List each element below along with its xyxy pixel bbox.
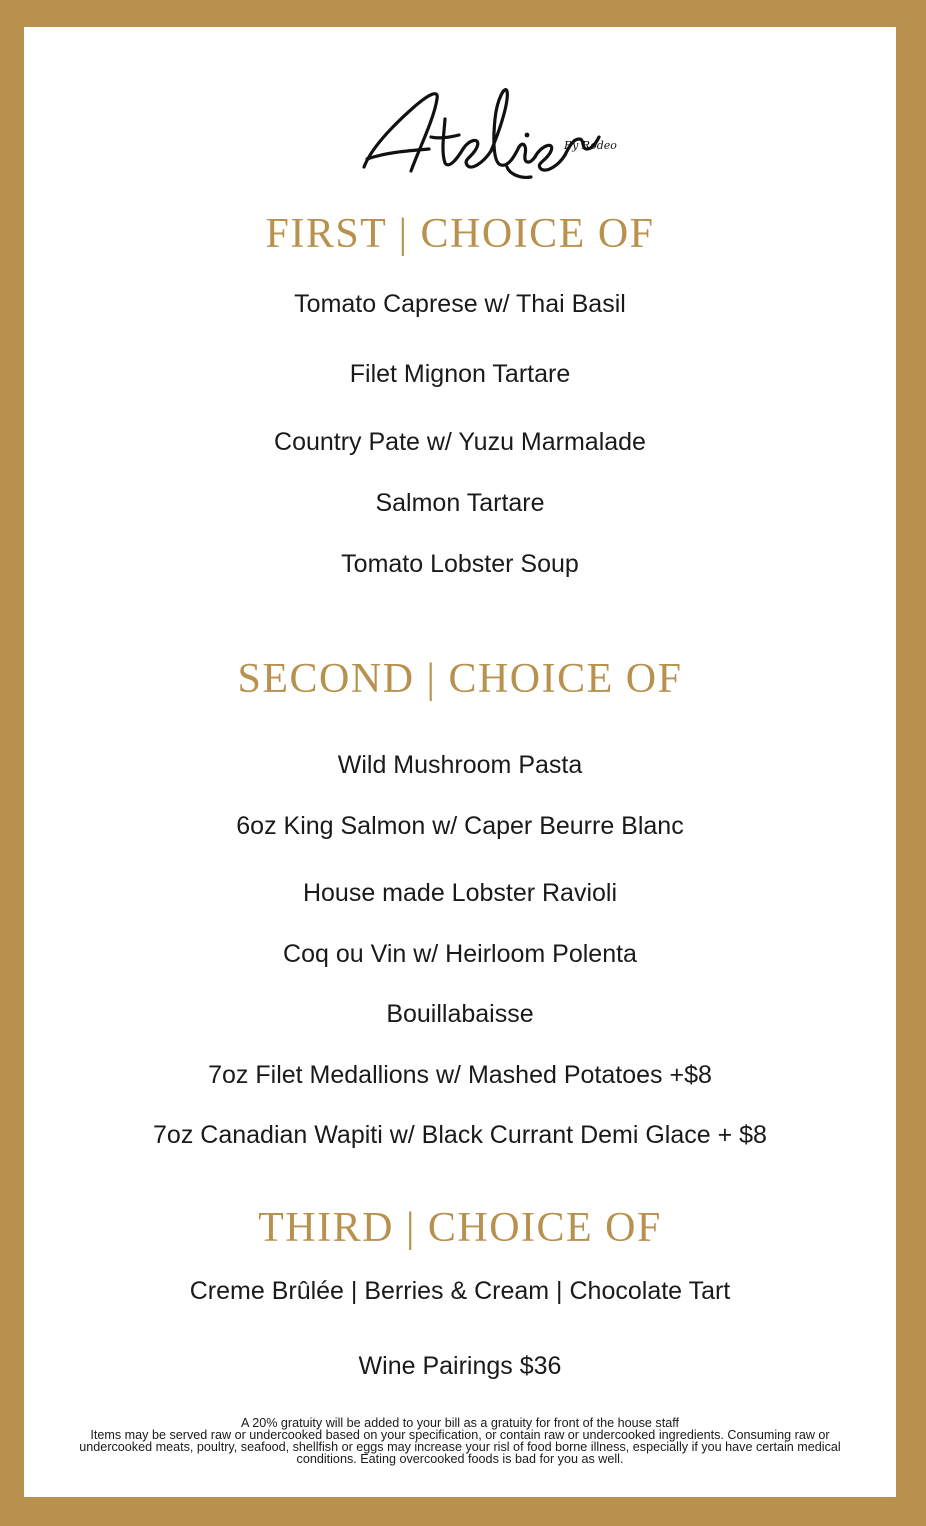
atelier-signature-logo (359, 79, 634, 184)
menu-item: Country Pate w/ Yuzu Marmalade (274, 428, 646, 456)
atelier-logo (359, 79, 634, 184)
gratuity-notice: A 20% gratuity will be added to your bill as a gratuity for front of the house staff (240, 1416, 679, 1430)
menu-item: 7oz Filet Medallions w/ Mashed Potatoes +$8 (208, 1061, 712, 1089)
menu-item: Salmon Tartare (375, 489, 545, 517)
menu-item: 6oz King Salmon w/ Caper Beurre Blanc (236, 812, 684, 840)
menu-item: Wild Mushroom Pasta (337, 751, 583, 779)
wine-pairings: Wine Pairings $36 (358, 1352, 562, 1380)
food-safety-disclaimer-line: undercooked meats, poultry, seafood, shellfish or eggs may increase your risl of food borne illness, especially if you have certain medical (79, 1440, 841, 1454)
food-safety-disclaimer-line: conditions. Eating overcooked foods is bad for you as well. (296, 1452, 624, 1466)
food-safety-disclaimer-line: Items may be served raw or undercooked based on your specification, or contain raw or undercooked ingredients. Consuming raw or (90, 1428, 830, 1442)
logo-subtitle: By Rodeo (564, 139, 617, 152)
menu-item: Creme Brûlée | Berries & Cream | Chocolate Tart (189, 1277, 731, 1305)
menu-item: House made Lobster Ravioli (302, 879, 618, 907)
first-course-heading: FIRST | CHOICE OF (265, 211, 655, 257)
menu-item: Coq ou Vin w/ Heirloom Polenta (283, 940, 637, 968)
menu-item: Tomato Caprese w/ Thai Basil (294, 290, 626, 318)
menu-page (24, 27, 896, 1497)
menu-item: Bouillabaisse (386, 1000, 534, 1028)
third-course-heading: THIRD | CHOICE OF (258, 1205, 662, 1251)
second-course-heading: SECOND | CHOICE OF (237, 656, 683, 702)
menu-item: Tomato Lobster Soup (341, 550, 579, 578)
menu-item: Filet Mignon Tartare (349, 360, 571, 388)
menu-item: 7oz Canadian Wapiti w/ Black Currant Demi Glace + $8 (153, 1121, 767, 1149)
